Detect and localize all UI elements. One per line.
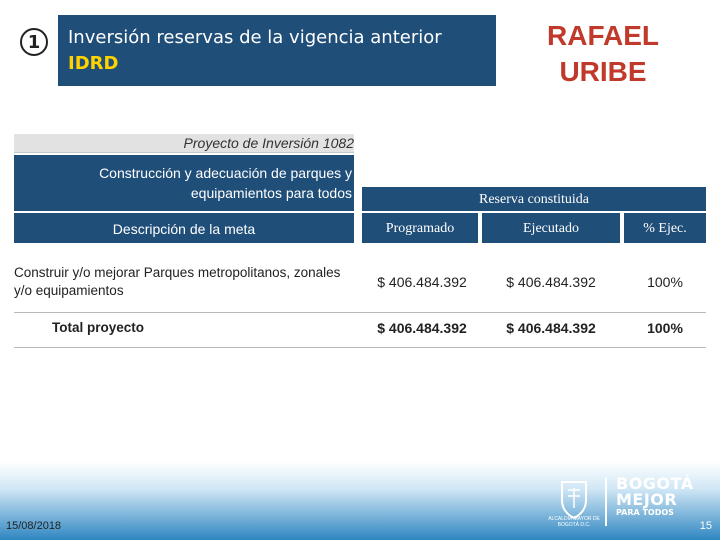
column-header-pct: % Ejec. [624, 213, 706, 243]
brand-line3: PARA TODOS [616, 508, 674, 517]
entity-name: IDRD [68, 53, 119, 74]
total-programado: $ 406.484.392 [377, 320, 467, 336]
emblem-caption: ALCALDÍA MAYOR DE BOGOTÁ D.C. [548, 516, 600, 528]
brand-line1: BOGOTÁ [616, 474, 694, 493]
total-row [14, 313, 706, 348]
locality-name: RAFAEL URIBE [547, 20, 659, 87]
table-row [14, 252, 706, 313]
project-name: Construcción y adecuación de parques y equipamientos para todos [14, 155, 354, 211]
footer-band [0, 462, 720, 540]
total-ejecutado: $ 406.484.392 [506, 320, 596, 336]
total-label: Total proyecto [52, 320, 145, 335]
brand-logo [616, 476, 694, 518]
brand-line2: MEJOR [616, 490, 678, 509]
page-number: 15 [699, 520, 712, 532]
column-header-descripcion: Descripción de la meta [14, 213, 354, 243]
reserve-group-header: Reserva constituida [362, 187, 706, 211]
row-pct: 100% [647, 274, 683, 290]
slide-title: Inversión reservas de la vigencia anterior [68, 27, 442, 48]
row-descripcion: Construir y/o mejorar Parques metropolitanos, zonales y/o equipamientos [14, 265, 341, 298]
column-header-programado: Programado [362, 213, 478, 243]
project-label: Proyecto de Inversión 1082 [14, 134, 354, 153]
row-ejecutado: $ 406.484.392 [506, 274, 596, 290]
footer-date: 15/08/2018 [6, 520, 62, 532]
footer-divider [605, 478, 607, 526]
row-programado: $ 406.484.392 [377, 274, 467, 290]
column-header-ejecutado: Ejecutado [482, 213, 620, 243]
total-pct: 100% [647, 320, 683, 336]
section-number-badge: 1 [20, 28, 48, 56]
title-banner [58, 15, 496, 86]
